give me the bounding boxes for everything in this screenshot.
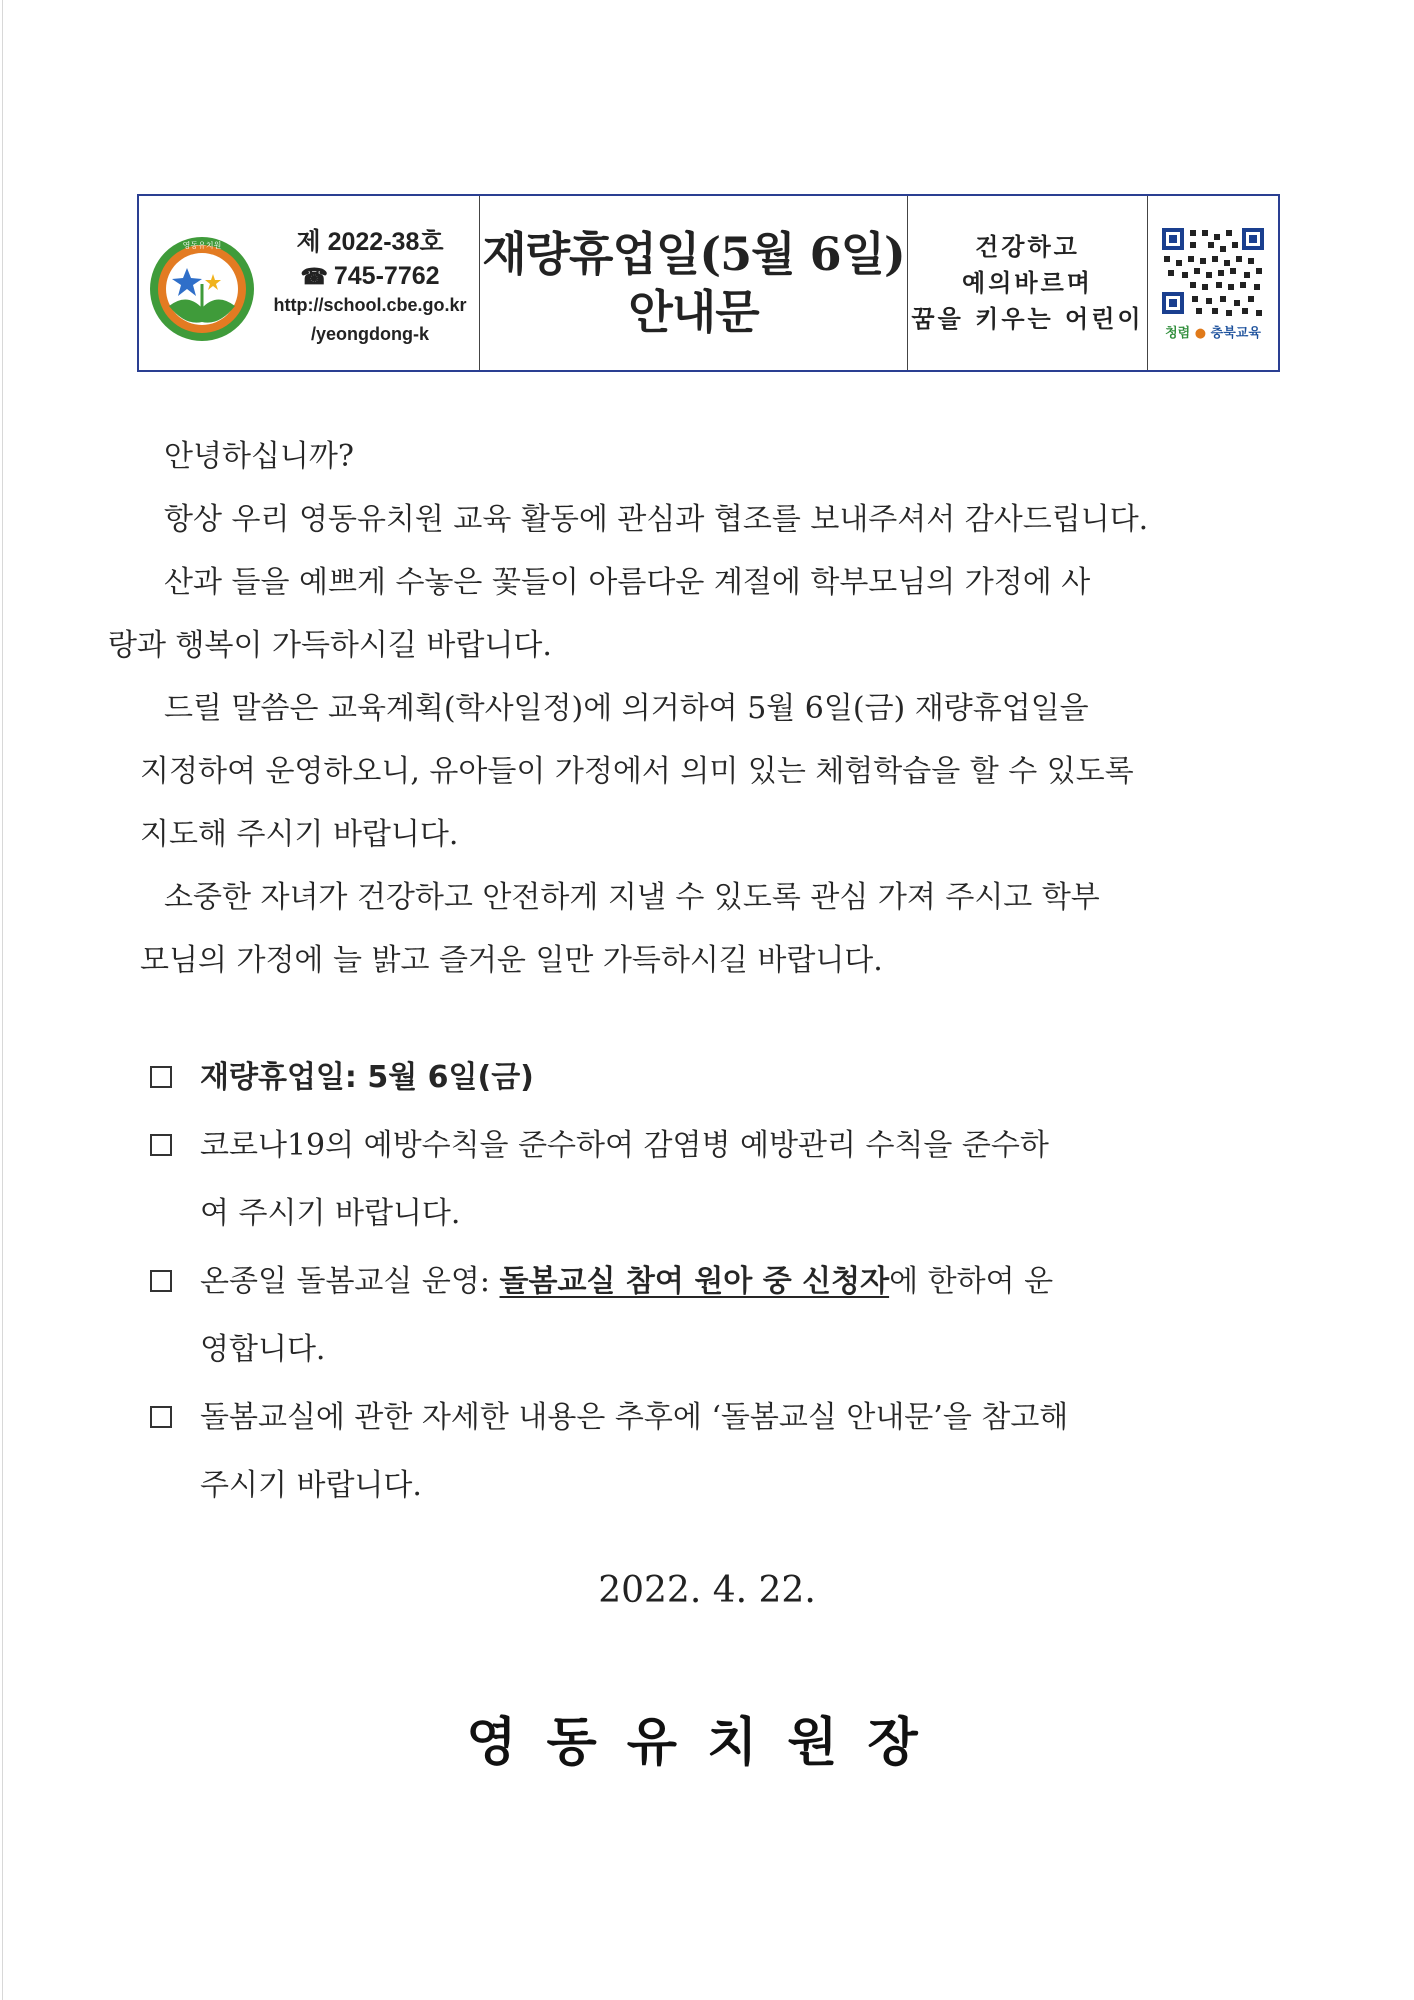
paragraph-3-line-3: 지도해 주시기 바랍니다. [140, 817, 459, 852]
phone-line [263, 262, 477, 291]
phone-icon: ☎ [300, 264, 328, 289]
school-info [263, 222, 477, 345]
notice-item-1 [147, 1044, 1277, 1112]
title-cell [480, 196, 908, 370]
checkbox-square-icon [150, 1406, 172, 1428]
notice-4-line-2: 주시기 바랍니다. [200, 1468, 422, 1503]
notice-list [147, 1044, 1277, 1520]
doc-number: 제 2022-38호 [296, 228, 444, 256]
checkbox-square-icon [150, 1134, 172, 1156]
notice-3-line-2: 영합니다. [200, 1332, 326, 1367]
paragraph-3-line-2: 지정하여 운영하오니, 유아들이 가정에서 의미 있는 체험학습을 할 수 있도록 [140, 754, 1134, 789]
paragraph-2-line-2: 랑과 행복이 가득하시길 바랍니다. [108, 628, 552, 663]
url-line-1[interactable]: http://school.cbe.go.kr [273, 295, 467, 315]
motto-cell [908, 196, 1148, 370]
signer-title: 영동유치원장 [466, 1713, 948, 1773]
notice-item-4 [147, 1384, 1277, 1520]
edu-emblem-icon: ● [1194, 325, 1207, 341]
logo-text: 영동유치원 [182, 241, 222, 250]
motto-line-3: 꿈을 키우는 어린이 [911, 305, 1144, 333]
qr-caption-a: 청렴 [1165, 325, 1191, 341]
qr-caption-b: 충북교육 [1210, 325, 1261, 341]
letter-body [108, 425, 1270, 992]
paragraph-3 [140, 677, 1270, 866]
notice-item-3 [147, 1248, 1277, 1384]
motto-line-2: 예의바르며 [962, 269, 1093, 297]
notice-3-emphasis: 돌봄교실 참여 원아 중 신청자 [499, 1264, 890, 1299]
checkbox-square-icon [150, 1270, 172, 1292]
checkbox-square-icon [150, 1066, 172, 1088]
notice-4-line-1: 돌봄교실에 관한 자세한 내용은 추후에 ‘돌봄교실 안내문’을 참고해 [200, 1400, 1069, 1435]
doc-title-line-1: 재량휴업일(5월 6일) [482, 227, 905, 281]
issue-date: 2022. 4. 22. [598, 1570, 816, 1611]
motto-line-1: 건강하고 [975, 233, 1080, 261]
notice-item-2 [147, 1112, 1277, 1248]
notice-1-text: 재량휴업일: 5월 6일(금) [200, 1060, 534, 1095]
qr-cell [1148, 196, 1278, 370]
qr-caption [1165, 322, 1261, 341]
notice-3-prefix: 온종일 돌봄교실 운영: [200, 1264, 500, 1299]
notice-2-line-1: 코로나19의 예방수칙을 준수하여 감염병 예방관리 수칙을 준수하 [200, 1128, 1049, 1163]
notice-3-line-1 [200, 1248, 1277, 1316]
paragraph-3-line-1: 드릴 말씀은 교육계획(학사일정)에 의거하여 5월 6일(금) 재량휴업일을 [164, 691, 1089, 726]
header-table [137, 194, 1280, 372]
paragraph-2-line-1: 산과 들을 예쁘게 수놓은 꽃들이 아름다운 계절에 학부모님의 가정에 사 [164, 565, 1091, 600]
info-cell [139, 196, 480, 370]
paragraph-4-line-1: 소중한 자녀가 건강하고 안전하게 지낼 수 있도록 관심 가져 주시고 학부 [164, 880, 1100, 915]
paragraph-1: 항상 우리 영동유치원 교육 활동에 관심과 협조를 보내주셔서 감사드립니다. [164, 502, 1149, 537]
paragraph-2 [108, 551, 1270, 677]
phone-number: 745-7762 [333, 262, 440, 290]
notice-2-line-2: 여 주시기 바랍니다. [200, 1196, 461, 1231]
paragraph-4 [140, 866, 1270, 992]
qr-code-icon[interactable] [1160, 226, 1266, 316]
paragraph-4-line-2: 모님의 가정에 늘 밝고 즐거운 일만 가득하시길 바랍니다. [140, 943, 883, 978]
greeting: 안녕하십니까? [164, 439, 354, 474]
url-line-2[interactable]: /yeongdong-k [311, 324, 429, 344]
kindergarten-logo-icon [147, 234, 257, 344]
notice-3-suffix: 에 한하여 운 [889, 1264, 1054, 1299]
doc-title-line-2: 안내문 [628, 285, 759, 339]
